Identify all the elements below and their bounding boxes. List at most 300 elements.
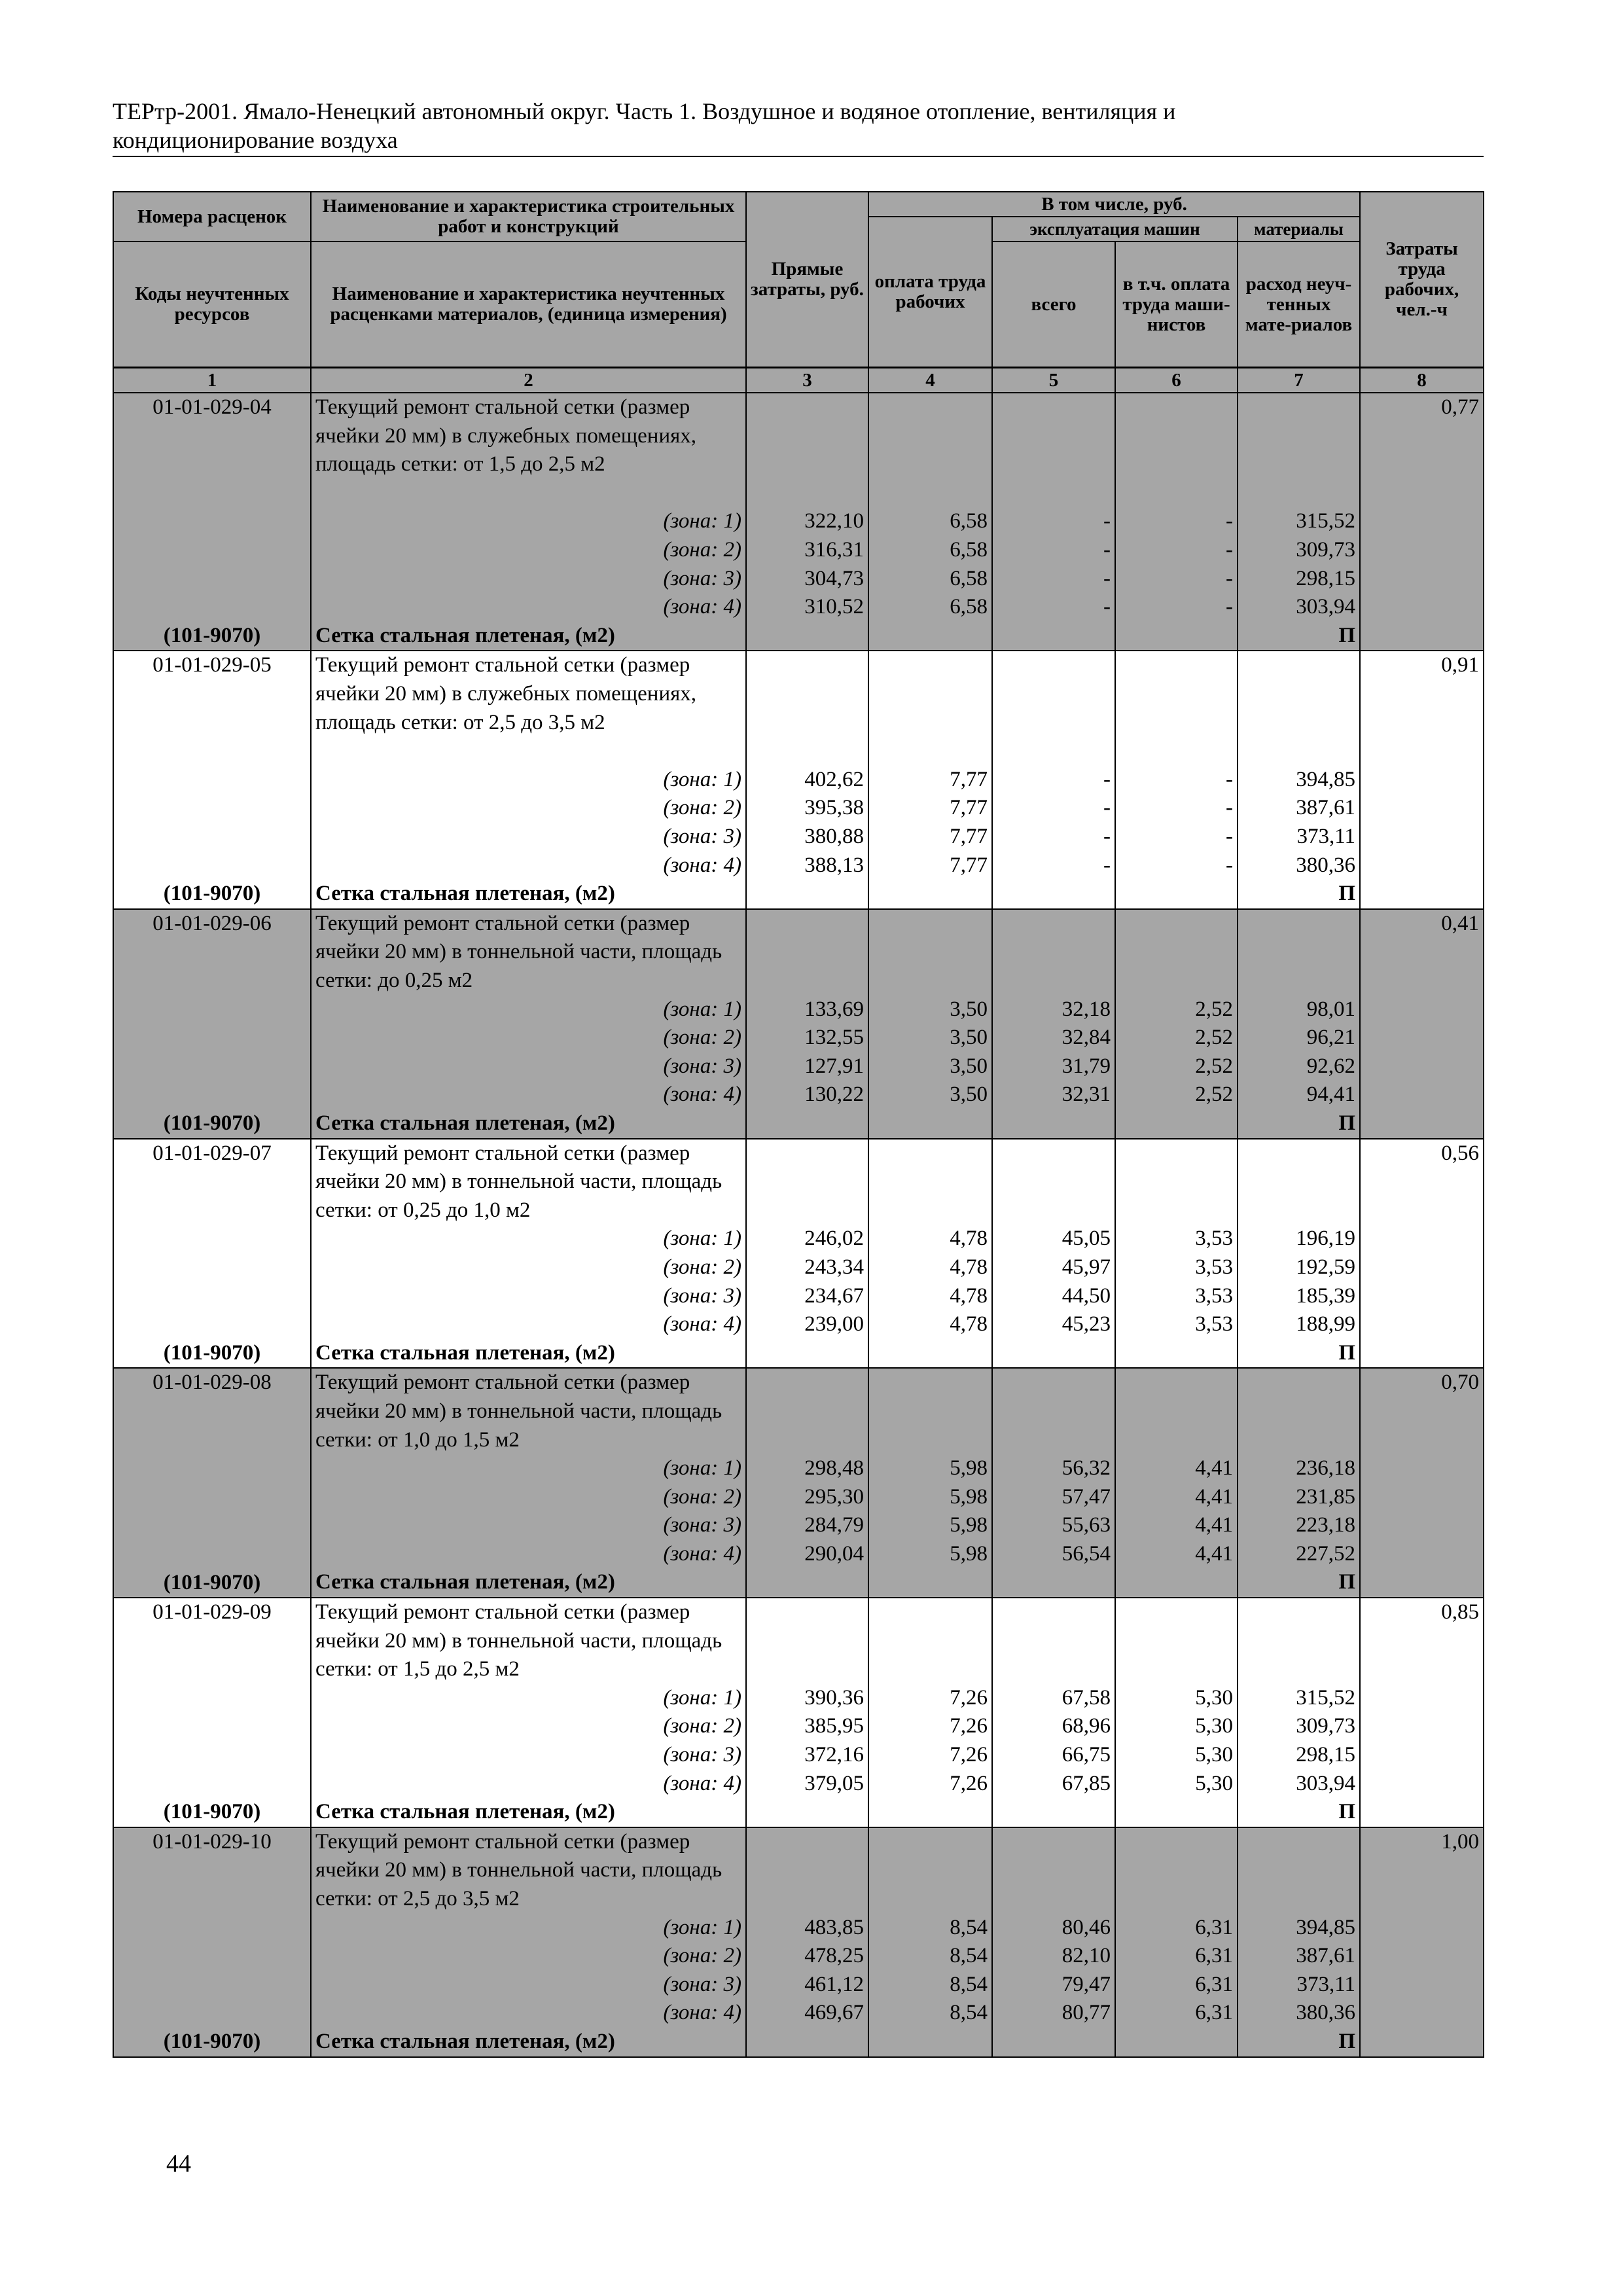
- materials-cost-cell: [1238, 651, 1360, 908]
- worker-pay-value: 7,77: [950, 853, 988, 877]
- zone-label: (зона: 1): [663, 767, 741, 791]
- worker-pay-value: 4,78: [950, 1255, 988, 1279]
- rate-name-cell: [311, 1827, 746, 2057]
- materials-cost-cell: [1238, 909, 1360, 1139]
- machines-total-cell: [992, 651, 1115, 908]
- rate-code-cell: [113, 909, 311, 1139]
- header-unaccounted-materials: расход неуч-тенных мате-риалов: [1238, 242, 1360, 368]
- resource-name: Сетка стальная плетеная, (м2): [315, 882, 615, 906]
- materials-cost-cell: [1238, 1139, 1360, 1369]
- direct-cost-value: 395,38: [804, 796, 864, 820]
- labor-cost-value: 1,00: [1441, 1829, 1480, 1854]
- rate-code-cell: [113, 393, 311, 651]
- zone-label: (зона: 1): [663, 509, 741, 533]
- worker-pay-cell: [868, 1368, 992, 1598]
- resource-mark: П: [1338, 1570, 1356, 1594]
- rate-description: Текущий ремонт стальной сетки (размер ячейки 20 мм) в служебных помещениях, площадь сетки: от 2,5 до 3,5 м2: [315, 653, 697, 734]
- operator-pay-value: 4,41: [1195, 1513, 1233, 1537]
- machines-total-value: 32,84: [1061, 1026, 1111, 1050]
- zone-label: (зона: 2): [663, 1026, 741, 1050]
- machines-total-value: 45,05: [1061, 1227, 1111, 1251]
- rate-entry: [113, 651, 1484, 908]
- materials-cost-cell: [1238, 393, 1360, 651]
- machines-total-value: -: [1103, 853, 1111, 877]
- resource-mark: П: [1338, 1111, 1356, 1135]
- machines-total-cell: [992, 1139, 1115, 1369]
- zone-label: (зона: 1): [663, 997, 741, 1021]
- zone-label: (зона: 3): [663, 566, 741, 590]
- rate-description: Текущий ремонт стальной сетки (размер ячейки 20 мм) в тоннельной части, площадь сетки: от 2,5 до 3,5 м2: [315, 1829, 722, 1911]
- zone-label: (зона: 4): [663, 1771, 741, 1795]
- labor-cost-value: 0,41: [1441, 911, 1480, 935]
- worker-pay-value: 4,78: [950, 1312, 988, 1336]
- rate-description: Текущий ремонт стальной сетки (размер ячейки 20 мм) в тоннельной части, площадь сетки: до 0,25 м2: [315, 911, 722, 992]
- header-line-2: кондиционирование воздуха: [113, 127, 398, 153]
- direct-cost-value: 234,67: [804, 1283, 864, 1308]
- materials-cost-value: 315,52: [1296, 509, 1356, 533]
- materials-cost-value: 394,85: [1296, 767, 1356, 791]
- rate-entry: [113, 1368, 1484, 1598]
- worker-pay-value: 6,58: [950, 509, 988, 533]
- worker-pay-value: 7,77: [950, 796, 988, 820]
- materials-cost-value: 303,94: [1296, 595, 1356, 619]
- operator-pay-cell: [1115, 393, 1238, 651]
- table-row: [113, 1598, 1484, 1827]
- materials-cost-value: 185,39: [1296, 1283, 1356, 1308]
- labor-cost-cell: [1360, 393, 1484, 651]
- labor-cost-cell: [1360, 1139, 1484, 1369]
- direct-cost-value: 243,34: [804, 1255, 864, 1279]
- operator-pay-value: -: [1226, 853, 1233, 877]
- operator-pay-cell: [1115, 651, 1238, 908]
- materials-cost-value: 387,61: [1296, 1944, 1356, 1968]
- direct-cost-value: 469,67: [804, 2001, 864, 2025]
- worker-pay-value: 7,26: [950, 1685, 988, 1710]
- direct-cost-value: 127,91: [804, 1054, 864, 1078]
- direct-cost-value: 239,00: [804, 1312, 864, 1336]
- rate-name-cell: [311, 1139, 746, 1369]
- materials-cost-value: 315,52: [1296, 1685, 1356, 1710]
- direct-cost-value: 298,48: [804, 1456, 864, 1480]
- table-row: [113, 1827, 1484, 2057]
- resource-name: Сетка стальная плетеная, (м2): [315, 1111, 615, 1135]
- worker-pay-value: 3,50: [950, 1054, 988, 1078]
- direct-cost-value: 132,55: [804, 1026, 864, 1050]
- machines-total-value: 82,10: [1061, 1944, 1111, 1968]
- operator-pay-value: 5,30: [1195, 1743, 1233, 1767]
- worker-pay-value: 7,26: [950, 1743, 988, 1767]
- operator-pay-value: 4,41: [1195, 1541, 1233, 1566]
- col-number: 3: [746, 368, 868, 393]
- worker-pay-cell: [868, 1598, 992, 1827]
- resource-code: (101-9070): [163, 623, 261, 647]
- zone-label: (зона: 3): [663, 1743, 741, 1767]
- worker-pay-value: 4,78: [950, 1227, 988, 1251]
- zone-label: (зона: 3): [663, 824, 741, 848]
- zone-label: (зона: 4): [663, 1541, 741, 1566]
- rate-description: Текущий ремонт стальной сетки (размер ячейки 20 мм) в тоннельной части, площадь сетки: от 0,25 до 1,0 м2: [315, 1141, 722, 1222]
- direct-cost-value: 304,73: [804, 566, 864, 590]
- rate-description: Текущий ремонт стальной сетки (размер ячейки 20 мм) в тоннельной части, площадь сетки: от 1,0 до 1,5 м2: [315, 1371, 722, 1452]
- materials-cost-value: 387,61: [1296, 796, 1356, 820]
- rate-description: Текущий ремонт стальной сетки (размер ячейки 20 мм) в тоннельной части, площадь сетки: от 1,5 до 2,5 м2: [315, 1600, 722, 1681]
- zone-label: (зона: 4): [663, 595, 741, 619]
- direct-cost-cell: [746, 1598, 868, 1827]
- header-total: всего: [992, 242, 1115, 368]
- labor-cost-value: 0,70: [1441, 1371, 1480, 1395]
- resource-mark: П: [1338, 2030, 1356, 2054]
- worker-pay-value: 5,98: [950, 1484, 988, 1509]
- machines-total-value: 66,75: [1061, 1743, 1111, 1767]
- machines-total-value: 57,47: [1061, 1484, 1111, 1509]
- machines-total-value: 56,32: [1061, 1456, 1111, 1480]
- labor-cost-cell: [1360, 1598, 1484, 1827]
- direct-cost-value: 316,31: [804, 537, 864, 562]
- materials-cost-cell: [1238, 1827, 1360, 2057]
- worker-pay-cell: [868, 1827, 992, 2057]
- header-operator-pay: в т.ч. оплата труда маши-нистов: [1115, 242, 1238, 368]
- worker-pay-value: 7,26: [950, 1714, 988, 1738]
- worker-pay-cell: [868, 651, 992, 908]
- worker-pay-value: 7,26: [950, 1771, 988, 1795]
- machines-total-value: 55,63: [1061, 1513, 1111, 1537]
- rate-code-cell: [113, 1827, 311, 2057]
- labor-cost-cell: [1360, 651, 1484, 908]
- col-number: 7: [1238, 368, 1360, 393]
- zone-label: (зона: 3): [663, 1054, 741, 1078]
- zone-label: (зона: 4): [663, 1083, 741, 1107]
- materials-cost-value: 96,21: [1306, 1026, 1356, 1050]
- materials-cost-value: 373,11: [1296, 824, 1356, 848]
- labor-cost-value: 0,77: [1441, 395, 1480, 419]
- direct-cost-value: 130,22: [804, 1083, 864, 1107]
- rate-code: 01-01-029-07: [152, 1141, 272, 1165]
- worker-pay-value: 7,77: [950, 824, 988, 848]
- worker-pay-value: 3,50: [950, 997, 988, 1021]
- worker-pay-value: 5,98: [950, 1456, 988, 1480]
- header-including: В том числе, руб.: [868, 192, 1360, 217]
- rate-name-cell: [311, 651, 746, 908]
- zone-label: (зона: 1): [663, 1456, 741, 1480]
- zone-label: (зона: 2): [663, 796, 741, 820]
- operator-pay-value: 4,41: [1195, 1484, 1233, 1509]
- header-labor-cost: Затраты труда рабочих, чел.-ч: [1360, 192, 1484, 368]
- operator-pay-cell: [1115, 1827, 1238, 2057]
- direct-cost-value: 461,12: [804, 1972, 864, 1996]
- rate-entry: [113, 1598, 1484, 1827]
- direct-cost-value: 388,13: [804, 853, 864, 877]
- materials-cost-value: 223,18: [1296, 1513, 1356, 1537]
- zone-label: (зона: 1): [663, 1685, 741, 1710]
- machines-total-value: 32,31: [1061, 1083, 1111, 1107]
- machines-total-value: 80,77: [1061, 2001, 1111, 2025]
- materials-cost-value: 98,01: [1306, 997, 1356, 1021]
- operator-pay-cell: [1115, 1368, 1238, 1598]
- worker-pay-value: 8,54: [950, 1915, 988, 1939]
- operator-pay-value: 2,52: [1195, 1026, 1233, 1050]
- direct-cost-cell: [746, 1139, 868, 1369]
- machines-total-value: -: [1103, 509, 1111, 533]
- materials-cost-cell: [1238, 1368, 1360, 1598]
- resource-mark: П: [1338, 882, 1356, 906]
- materials-cost-value: 92,62: [1306, 1054, 1356, 1078]
- operator-pay-value: -: [1226, 796, 1233, 820]
- col-number: 4: [868, 368, 992, 393]
- materials-cost-value: 373,11: [1296, 1972, 1356, 1996]
- resource-code: (101-9070): [163, 1800, 261, 1824]
- rate-code: 01-01-029-10: [152, 1829, 272, 1854]
- rates-table: [113, 191, 1484, 2058]
- materials-cost-value: 309,73: [1296, 537, 1356, 562]
- direct-cost-value: 402,62: [804, 767, 864, 791]
- operator-pay-value: -: [1226, 537, 1233, 562]
- operator-pay-value: 6,31: [1195, 1944, 1233, 1968]
- worker-pay-value: 6,58: [950, 595, 988, 619]
- machines-total-value: -: [1103, 595, 1111, 619]
- zone-label: (зона: 1): [663, 1915, 741, 1939]
- worker-pay-cell: [868, 393, 992, 651]
- rate-name-cell: [311, 909, 746, 1139]
- materials-cost-value: 188,99: [1296, 1312, 1356, 1336]
- resource-name: Сетка стальная плетеная, (м2): [315, 623, 615, 647]
- zone-label: (зона: 3): [663, 1513, 741, 1537]
- worker-pay-value: 8,54: [950, 1944, 988, 1968]
- worker-pay-value: 3,50: [950, 1026, 988, 1050]
- rate-code: 01-01-029-08: [152, 1371, 272, 1395]
- col-number: 5: [992, 368, 1115, 393]
- operator-pay-value: 5,30: [1195, 1714, 1233, 1738]
- rate-code: 01-01-029-05: [152, 653, 272, 677]
- table-row: [113, 1139, 1484, 1369]
- header-machines: эксплуатация машин: [992, 217, 1238, 242]
- rate-code-cell: [113, 1368, 311, 1598]
- machines-total-cell: [992, 1827, 1115, 2057]
- zone-label: (зона: 4): [663, 1312, 741, 1336]
- header-worker-pay: оплата труда рабочих: [868, 217, 992, 368]
- zone-label: (зона: 2): [663, 1484, 741, 1509]
- rate-entry: [113, 1827, 1484, 2057]
- zone-label: (зона: 4): [663, 2001, 741, 2025]
- table-row: [113, 393, 1484, 651]
- operator-pay-value: 2,52: [1195, 997, 1233, 1021]
- resource-code: (101-9070): [163, 1570, 261, 1594]
- operator-pay-value: 3,53: [1195, 1283, 1233, 1308]
- direct-cost-cell: [746, 393, 868, 651]
- operator-pay-value: 6,31: [1195, 1972, 1233, 1996]
- page-number: 44: [166, 2150, 191, 2178]
- direct-cost-value: 385,95: [804, 1714, 864, 1738]
- header-work-name: Наименование и характеристика строительных работ и конструкций: [311, 192, 746, 242]
- operator-pay-value: -: [1226, 767, 1233, 791]
- resource-code: (101-9070): [163, 1340, 261, 1365]
- rate-code: 01-01-029-06: [152, 911, 272, 935]
- rate-name-cell: [311, 393, 746, 651]
- rate-description: Текущий ремонт стальной сетки (размер ячейки 20 мм) в служебных помещениях, площадь сетки: от 1,5 до 2,5 м2: [315, 395, 697, 476]
- resource-mark: П: [1338, 1800, 1356, 1824]
- materials-cost-value: 394,85: [1296, 1915, 1356, 1939]
- worker-pay-value: 5,98: [950, 1541, 988, 1566]
- machines-total-value: 67,58: [1061, 1685, 1111, 1710]
- rate-code-cell: [113, 651, 311, 908]
- rate-code: 01-01-029-09: [152, 1600, 272, 1624]
- resource-name: Сетка стальная плетеная, (м2): [315, 1340, 615, 1365]
- machines-total-value: 32,18: [1061, 997, 1111, 1021]
- direct-cost-value: 133,69: [804, 997, 864, 1021]
- machines-total-cell: [992, 1598, 1115, 1827]
- direct-cost-cell: [746, 1827, 868, 2057]
- resource-name: Сетка стальная плетеная, (м2): [315, 2030, 615, 2054]
- resource-code: (101-9070): [163, 882, 261, 906]
- direct-cost-cell: [746, 909, 868, 1139]
- materials-cost-value: 298,15: [1296, 566, 1356, 590]
- table-header: [113, 192, 1484, 393]
- zone-label: (зона: 1): [663, 1227, 741, 1251]
- header-materials: материалы: [1238, 217, 1360, 242]
- direct-cost-value: 246,02: [804, 1227, 864, 1251]
- header-resource-name: Наименование и характеристика неучтенных расценками материалов, (единица измерения): [311, 242, 746, 368]
- operator-pay-value: 3,53: [1195, 1255, 1233, 1279]
- document-header: [113, 97, 1484, 157]
- header-resource-codes: Коды неучтенных ресурсов: [113, 242, 311, 368]
- table-row: [113, 651, 1484, 908]
- col-number: 8: [1360, 368, 1484, 393]
- worker-pay-value: 5,98: [950, 1513, 988, 1537]
- machines-total-value: 79,47: [1061, 1972, 1111, 1996]
- direct-cost-value: 295,30: [804, 1484, 864, 1509]
- materials-cost-cell: [1238, 1598, 1360, 1827]
- materials-cost-value: 380,36: [1296, 853, 1356, 877]
- materials-cost-value: 309,73: [1296, 1714, 1356, 1738]
- machines-total-value: -: [1103, 537, 1111, 562]
- direct-cost-value: 483,85: [804, 1915, 864, 1939]
- labor-cost-cell: [1360, 909, 1484, 1139]
- direct-cost-value: 478,25: [804, 1944, 864, 1968]
- resource-mark: П: [1338, 1340, 1356, 1365]
- direct-cost-value: 390,36: [804, 1685, 864, 1710]
- machines-total-cell: [992, 1368, 1115, 1598]
- machines-total-value: 67,85: [1061, 1771, 1111, 1795]
- operator-pay-value: 4,41: [1195, 1456, 1233, 1480]
- direct-cost-value: 290,04: [804, 1541, 864, 1566]
- rate-entry: [113, 909, 1484, 1139]
- materials-cost-value: 192,59: [1296, 1255, 1356, 1279]
- labor-cost-value: 0,85: [1441, 1600, 1480, 1624]
- worker-pay-cell: [868, 909, 992, 1139]
- rate-code: 01-01-029-04: [152, 395, 272, 419]
- operator-pay-value: -: [1226, 595, 1233, 619]
- zone-label: (зона: 2): [663, 1255, 741, 1279]
- rate-entry: [113, 1139, 1484, 1369]
- materials-cost-value: 227,52: [1296, 1541, 1356, 1566]
- operator-pay-value: 6,31: [1195, 2001, 1233, 2025]
- labor-cost-cell: [1360, 1368, 1484, 1598]
- labor-cost-value: 0,56: [1441, 1141, 1480, 1165]
- materials-cost-value: 196,19: [1296, 1227, 1356, 1251]
- machines-total-value: 80,46: [1061, 1915, 1111, 1939]
- direct-cost-value: 310,52: [804, 595, 864, 619]
- machines-total-value: 45,23: [1061, 1312, 1111, 1336]
- materials-cost-value: 236,18: [1296, 1456, 1356, 1480]
- col-number: 1: [113, 368, 311, 393]
- table-row: [113, 1368, 1484, 1598]
- materials-cost-value: 303,94: [1296, 1771, 1356, 1795]
- direct-cost-cell: [746, 651, 868, 908]
- header-rate-numbers: Номера расценок: [113, 192, 311, 242]
- machines-total-value: -: [1103, 767, 1111, 791]
- zone-label: (зона: 4): [663, 853, 741, 877]
- rate-code-cell: [113, 1139, 311, 1369]
- operator-pay-value: 2,52: [1195, 1054, 1233, 1078]
- worker-pay-value: 7,77: [950, 767, 988, 791]
- materials-cost-value: 298,15: [1296, 1743, 1356, 1767]
- machines-total-value: -: [1103, 824, 1111, 848]
- operator-pay-cell: [1115, 909, 1238, 1139]
- direct-cost-value: 380,88: [804, 824, 864, 848]
- machines-total-value: 31,79: [1061, 1054, 1111, 1078]
- zone-label: (зона: 3): [663, 1972, 741, 1996]
- machines-total-value: -: [1103, 566, 1111, 590]
- machines-total-cell: [992, 909, 1115, 1139]
- rate-name-cell: [311, 1598, 746, 1827]
- rate-code-cell: [113, 1598, 311, 1827]
- worker-pay-value: 4,78: [950, 1283, 988, 1308]
- machines-total-value: 44,50: [1061, 1283, 1111, 1308]
- direct-cost-value: 372,16: [804, 1743, 864, 1767]
- header-line-1: ТЕРтр-2001. Ямало-Ненецкий автономный округ. Часть 1. Воздушное и водяное отопление, вентиляция и: [113, 98, 1176, 124]
- col-number: 2: [311, 368, 746, 393]
- operator-pay-value: 6,31: [1195, 1915, 1233, 1939]
- machines-total-value: -: [1103, 796, 1111, 820]
- operator-pay-value: 3,53: [1195, 1312, 1233, 1336]
- machines-total-value: 56,54: [1061, 1541, 1111, 1566]
- direct-cost-value: 379,05: [804, 1771, 864, 1795]
- header-direct-costs: Прямые затраты, руб.: [746, 192, 868, 368]
- materials-cost-value: 380,36: [1296, 2001, 1356, 2025]
- table-row: [113, 909, 1484, 1139]
- rate-name-cell: [311, 1368, 746, 1598]
- resource-code: (101-9070): [163, 1111, 261, 1135]
- resource-name: Сетка стальная плетеная, (м2): [315, 1800, 615, 1824]
- operator-pay-value: 2,52: [1195, 1083, 1233, 1107]
- resource-mark: П: [1338, 623, 1356, 647]
- operator-pay-cell: [1115, 1139, 1238, 1369]
- direct-cost-value: 284,79: [804, 1513, 864, 1537]
- zone-label: (зона: 2): [663, 1944, 741, 1968]
- worker-pay-value: 6,58: [950, 537, 988, 562]
- resource-code: (101-9070): [163, 2030, 261, 2054]
- operator-pay-cell: [1115, 1598, 1238, 1827]
- zone-label: (зона: 3): [663, 1283, 741, 1308]
- rate-entry: [113, 393, 1484, 651]
- direct-cost-cell: [746, 1368, 868, 1598]
- worker-pay-value: 8,54: [950, 2001, 988, 2025]
- operator-pay-value: -: [1226, 566, 1233, 590]
- operator-pay-value: 5,30: [1195, 1771, 1233, 1795]
- materials-cost-value: 94,41: [1306, 1083, 1356, 1107]
- machines-total-value: 45,97: [1061, 1255, 1111, 1279]
- worker-pay-cell: [868, 1139, 992, 1369]
- zone-label: (зона: 2): [663, 1714, 741, 1738]
- operator-pay-value: -: [1226, 509, 1233, 533]
- direct-cost-value: 322,10: [804, 509, 864, 533]
- materials-cost-value: 231,85: [1296, 1484, 1356, 1509]
- worker-pay-value: 6,58: [950, 566, 988, 590]
- worker-pay-value: 8,54: [950, 1972, 988, 1996]
- operator-pay-value: 5,30: [1195, 1685, 1233, 1710]
- col-number: 6: [1115, 368, 1238, 393]
- operator-pay-value: -: [1226, 824, 1233, 848]
- resource-name: Сетка стальная плетеная, (м2): [315, 1570, 615, 1594]
